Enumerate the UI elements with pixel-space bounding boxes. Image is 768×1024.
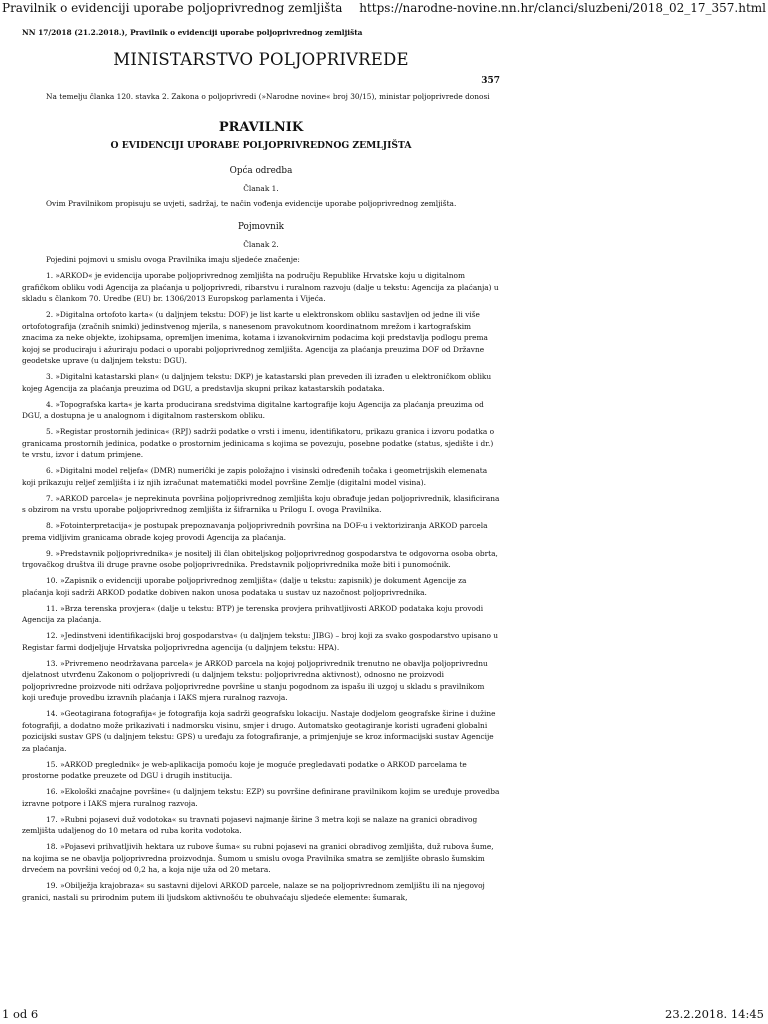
definition-item: 3. »Digitalni katastarski plan« (u daljnjem tekstu: DKP) je katastarski plan preveden ili izrađen u elektroničkom obliku kojeg Agencija za plaćanja preuzima od DGU, a predstavlja skupni prikaz katastarskih podataka.	[22, 372, 492, 393]
definition-item: 9. »Predstavnik poljoprivrednika« je nositelj ili član obiteljskog poljoprivrednog gospodarstva te odgovorna osoba obrta, trgovačkog društva ili druge pravne osobe poljoprivrednika. Predstavnik poljoprivrednika može biti i punomoćnik.	[22, 548, 498, 569]
definition-item: 4. »Topografska karta« je karta producirana sredstvima digitalne kartografije koju Agencija za plaćanja preuzima od DGU, a dostupna je u analognom i digitalnom rasterskom obliku.	[22, 399, 484, 420]
definition-item: 7. »ARKOD parcela« je neprekinuta površina poljoprivrednog zemljišta koju obrađuje jedan poljoprivrednik, klasificirana s obzirom na vrstu uporabe poljoprivrednog zemljišta iz šifrarnika u Prilogu I. ovoga Pravilnika.	[22, 493, 500, 514]
definition-item: 18. »Pojasevi prihvatljivih hektara uz rubove šuma« su rubni pojasevi na granici obradivog zemljišta, duž rubova šume, na kojima se ne obavlja poljoprivredna proizvodnja. Šumom u smislu ovoga Pravilnika smatra se zemljište obraslo šumskim drvećem na površini većoj od 0,2 ha, a koja nije uža od 20 metara.	[22, 842, 494, 874]
article-2-intro: Pojedini pojmovi u smislu ovoga Pravilnika imaju sljedeće značenje:	[46, 255, 300, 264]
print-header-url[interactable]: https://narodne-novine.nn.hr/clanci/sluzbeni/2018_02_17_357.html	[359, 1, 766, 15]
definition-item: 2. »Digitalna ortofoto karta« (u daljnjem tekstu: DOF) je list karte u elektronskom obliku sastavljen od jedne ili više ortofotografija (zračnih snimki) jedinstvenog mjerila, s nanesenom pravokutnom koordinatnom mrežom i kartografskim znacima za neke objekte, izohipsama, opremljen imenima, kotama i izvanokvirnim podacima koji predstavlja podlogu prema kojoj se produciraju i ažuriraju podaci o uporabi poljoprivrednog zemljišta. Agencija za plaćanja preuzima DOF od Državne geodetske uprave (u daljnjem tekstu: DGU).	[22, 310, 488, 365]
definition-item: 19. »Obilježja krajobraza« su sastavni dijelovi ARKOD parcele, nalaze se na poljoprivrednom zemljištu ili na njegovoj granici, nastali su prirodnim putem ili ljudskom aktivnošću te obuhvaćaju sljedeće elemente: šumarak,	[22, 881, 485, 902]
article-1-text: Ovim Pravilnikom propisuju se uvjeti, sadržaj, te način vođenja evidencije uporabe poljoprivrednog zemljišta.	[46, 198, 457, 208]
document-number: 357	[481, 76, 500, 86]
act-subtitle: O EVIDENCIJI UPORABE POLJOPRIVREDNOG ZEMLJIŠTA	[110, 139, 412, 151]
definition-item: 13. »Privremeno neodržavana parcela« je ARKOD parcela na kojoj poljoprivrednik trenutno ne obavlja poljoprivrednu djelatnost utvrđenu Zakonom o poljoprivredi (u daljnjem tekstu: poljoprivredna aktivnost), odnosno ne proizvodi poljoprivredne proizvode niti održava poljoprivredne površine u stanju pogodnom za ispašu ili uzgoj u skladu s pravilnikom koji uređuje provedbu izravnih plaćanja i IAKS mjera ruralnog razvoja.	[22, 658, 488, 702]
definition-item: 15. »ARKOD preglednik« je web-aplikacija pomoću koje je moguće pregledavati podatke o ARKOD parcelama te prostorne podatke preuzete od DGU i drugih institucija.	[22, 759, 467, 780]
print-header	[0, 0, 768, 18]
definition-item: 14. »Geotagirana fotografija« je fotografija koja sadrži geografsku lokaciju. Nastaje dodjelom geografske širine i dužine fotografiji, a dodatno može prikazivati i nadmorsku visinu, smjer i drugo. Automatsko geotagiranje koristi ugrađeni globalni pozicijski sustav GPS (u daljnjem tekstu: GPS) u uređaju za fotografiranje, a primjenjuje se kroz informacijski sustav Agencije za plaćanja.	[22, 709, 496, 753]
definitions-list	[22, 270, 500, 903]
print-datetime: 23.2.2018. 14:45	[665, 1007, 764, 1021]
definition-item: 5. »Registar prostornih jedinica« (RPJ) sadrži podatke o vrsti i imenu, identifikatoru, prikazu granica i izvoru podatka o granicama prostornih jedinica, podatke o prostornim jedinicama s kojima se povezuju, posebne podatke (status, sjedište i dr.) te vrstu, izvor i datum primjene.	[22, 427, 495, 459]
ministry-heading: MINISTARSTVO POLJOPRIVREDE	[113, 50, 409, 69]
intro-paragraph: Na temelju članka 120. stavka 2. Zakona o poljoprivredi (»Narodne novine« broj 30/15), ministar poljoprivrede donosi	[46, 92, 490, 101]
definition-item: 10. »Zapisnik o evidenciji uporabe poljoprivrednog zemljišta« (dalje u tekstu: zapisnik) je dokument Agencije za plaćanja koji sadrži ARKOD podatke dobiven nakon unosa podataka u sustav uz nazočnost poljoprivrednika.	[22, 576, 467, 597]
section-title-glossary: Pojmovnik	[237, 222, 284, 232]
definition-item: 11. »Brza terenska provjera« (dalje u tekstu: BTP) je terenska provjera prihvatljivosti ARKOD podataka koju provodi Agencija za plaćanja.	[22, 603, 484, 624]
article-1-label: Članak 1.	[243, 183, 279, 193]
definition-item: 8. »Fotointerpretacija« je postupak prepoznavanja poljoprivrednih površina na DOF-u i vektoriziranja ARKOD parcela prema vidljivim granicama obrade kojeg provodi Agencija za plaćanja.	[22, 521, 488, 542]
print-header-title: Pravilnik o evidenciji uporabe poljoprivrednog zemljišta	[2, 1, 343, 15]
definition-item: 6. »Digitalni model reljefa« (DMR) numerički je zapis položajno i visinski određenih točaka i geometrijskih elemenata koji prikazuju reljef zemljišta i iz njih izračunat matematički model površine Zemlje (digitalni model visina).	[22, 466, 488, 487]
act-title: PRAVILNIK	[218, 119, 304, 135]
page-number: 1 od 6	[2, 1007, 39, 1021]
print-footer	[0, 1004, 768, 1024]
definition-item: 17. »Rubni pojasevi duž vodotoka« su travnati pojasevi najmanje širine 3 metra koji se nalaze na granici obradivog zemljišta udaljenog do 10 metara od ruba korita vodotoka.	[22, 814, 478, 835]
article-2-label: Članak 2.	[243, 240, 279, 249]
document-body	[22, 27, 500, 903]
definition-item: 1. »ARKOD« je evidencija uporabe poljoprivrednog zemljišta na području Republike Hrvatske koju u digitalnom grafičkom obliku vodi Agencija za plaćanja u poljoprivredi, ribarstvu i ruralnom razvoju (dalje u tekstu: Agencija za plaćanja) u skladu s člankom 70. Uredbe (EU) br. 1306/2013 Europskog parlamenta i Vijeća.	[22, 271, 499, 303]
section-title-general: Opća odredba	[229, 165, 293, 176]
issue-line: NN 17/2018 (21.2.2018.), Pravilnik o evidenciji uporabe poljoprivrednog zemljišta	[22, 28, 363, 37]
definition-item: 16. »Ekološki značajne površine« (u daljnjem tekstu: EZP) su površine definirane pravilnikom kojim se uređuje provedba izravne potpore i IAKS mjera ruralnog razvoja.	[22, 787, 500, 808]
definition-item: 12. »Jedinstveni identifikacijski broj gospodarstva« (u daljnjem tekstu: JIBG) – broj koji za svako gospodarstvo upisano u Registar farmi dodjeljuje Hrvatska poljoprivredna agencija (u daljnjem tekstu: HPA).	[22, 631, 499, 652]
